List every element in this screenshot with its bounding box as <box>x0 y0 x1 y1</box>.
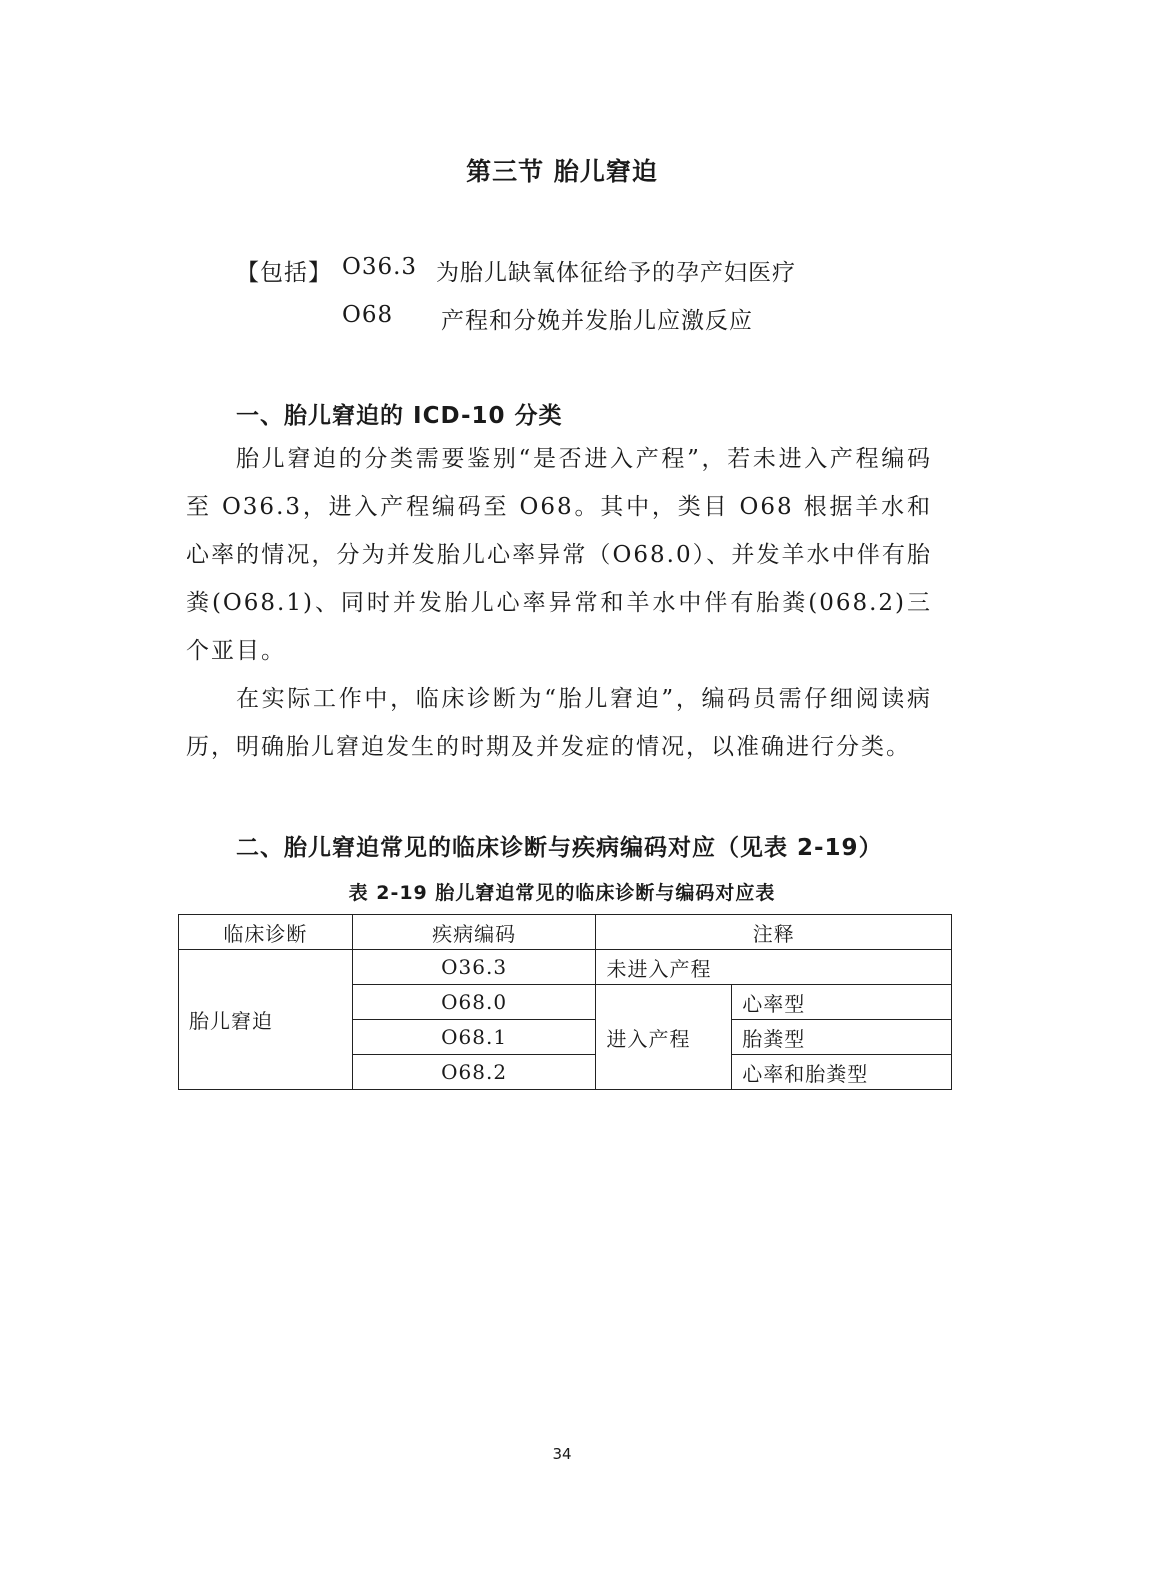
table-cell-sub-note: 心率和胎粪型 <box>732 1055 952 1090</box>
paragraph-practice: 在实际工作中，临床诊断为“胎儿窘迫”，编码员需仔细阅读病历，明确胎儿窘迫发生的时期及并发症的情况，以准确进行分类。 <box>186 686 932 760</box>
include-description: 为胎儿缺氧体征给予的孕产妇医疗 <box>436 260 796 286</box>
table-cell-code: O68.1 <box>352 1020 596 1055</box>
table-cell-note: 未进入产程 <box>596 950 952 985</box>
include-description: 产程和分娩并发胎儿应激反应 <box>441 308 753 334</box>
table-cell-diagnosis: 胎儿窘迫 <box>179 950 353 1090</box>
include-code: O68 <box>342 302 394 328</box>
page-number: 34 <box>552 1445 572 1463</box>
table-header-cell: 疾病编码 <box>352 915 596 950</box>
table-header-cell: 注释 <box>596 915 952 950</box>
table-header-cell: 临床诊断 <box>179 915 353 950</box>
includes-label: 【包括】 <box>236 260 332 286</box>
paragraph-classification: 胎儿窘迫的分类需要鉴别“是否进入产程”，若未进入产程编码至 O36.3，进入产程编码至 O68。其中，类目 O68 根据羊水和心率的情况，分为并发胎儿心率异常（O68.0）、并发羊水中伴有胎粪(O68.1)、同时并发胎儿心率异常和羊水中伴有胎粪(068.2)三个亚目。 <box>186 446 932 664</box>
table-cell-code: O68.0 <box>352 985 596 1020</box>
section-title: 第三节 胎儿窘迫 <box>466 157 658 186</box>
table-header-row <box>179 915 952 950</box>
diagnosis-code-table <box>178 914 952 1090</box>
table-cell-note-group: 进入产程 <box>596 985 732 1090</box>
table-cell-sub-note: 胎粪型 <box>732 1020 952 1055</box>
heading-icd-classification: 一、胎儿窘迫的 ICD-10 分类 <box>236 403 563 429</box>
table-row <box>179 950 952 985</box>
table-cell-code: O36.3 <box>352 950 596 985</box>
table-cell-sub-note: 心率型 <box>732 985 952 1020</box>
table-caption: 表 2-19 胎儿窘迫常见的临床诊断与编码对应表 <box>348 882 776 904</box>
heading-diagnosis-mapping: 二、胎儿窘迫常见的临床诊断与疾病编码对应（见表 2-19） <box>236 835 883 861</box>
include-code: O36.3 <box>342 254 418 280</box>
table-cell-code: O68.2 <box>352 1055 596 1090</box>
